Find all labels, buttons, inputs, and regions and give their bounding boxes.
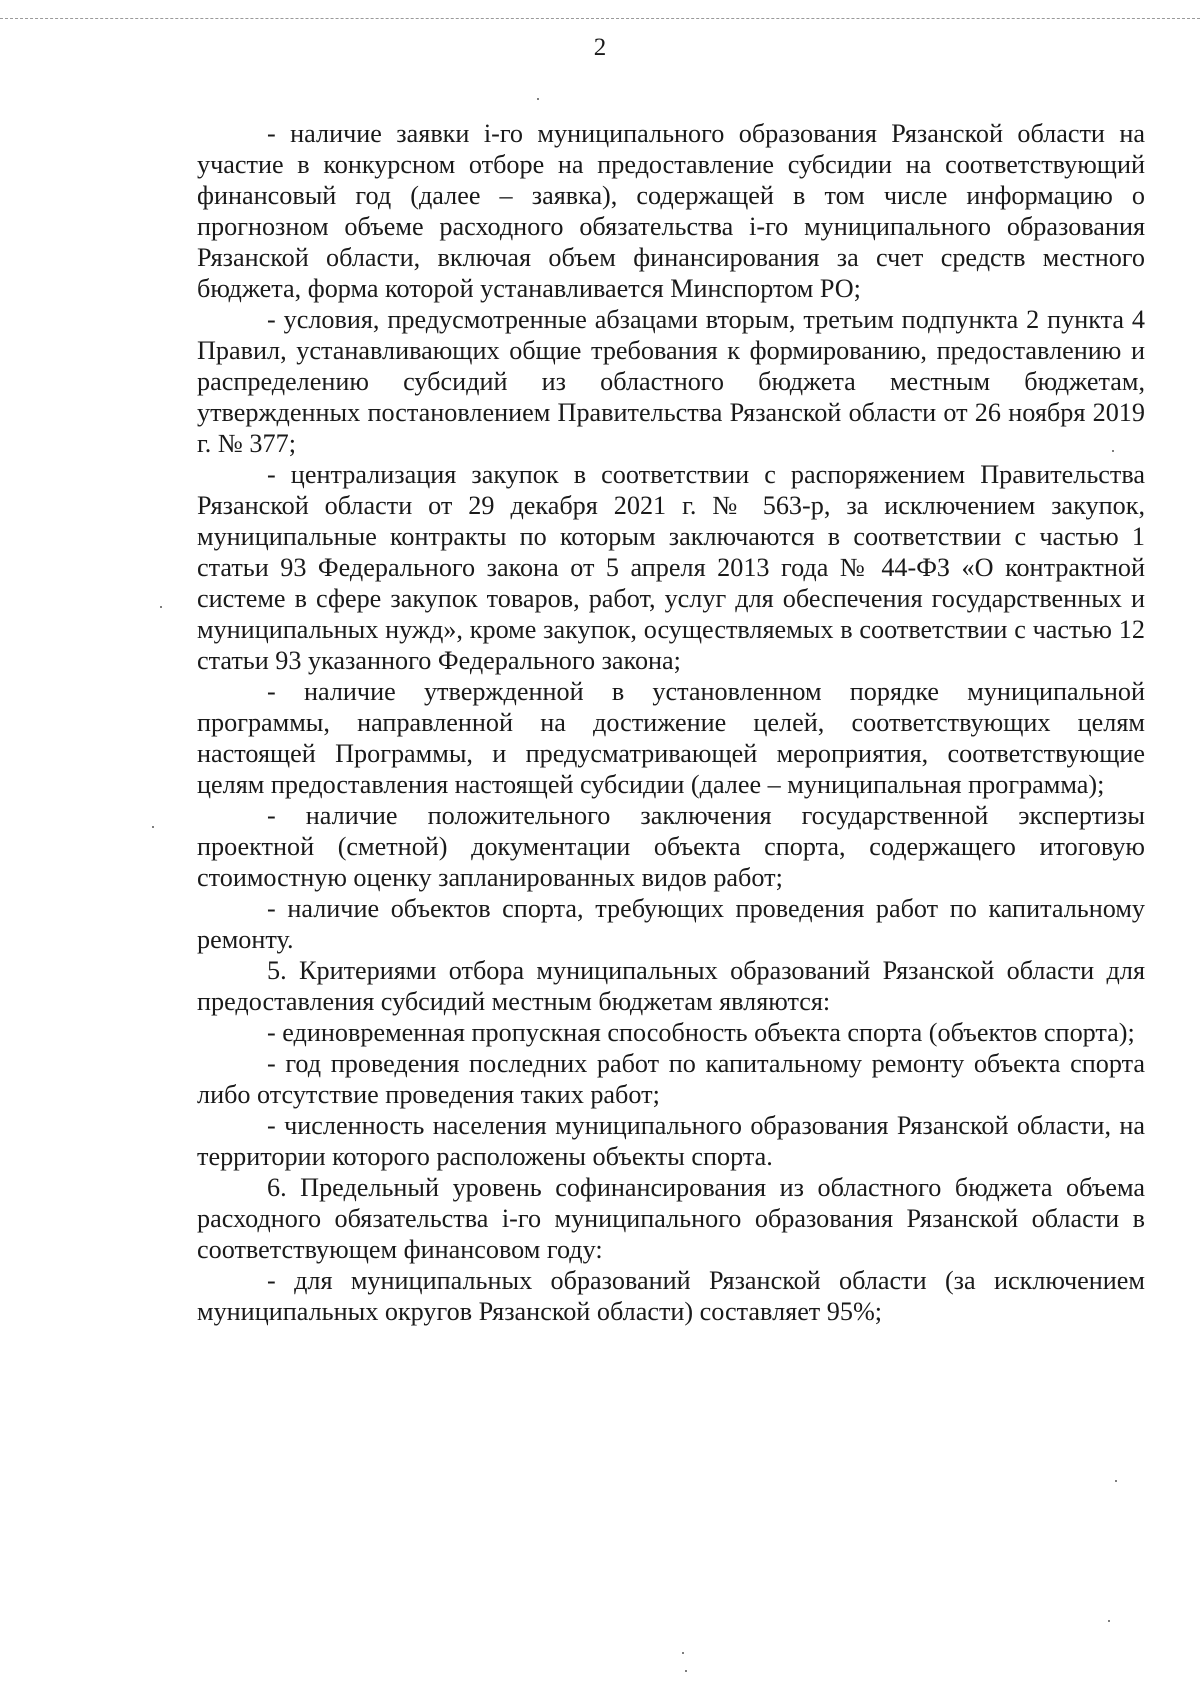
scan-speck [1115,1480,1117,1482]
paragraph-criterion-capacity: - единовременная пропускная способность объекта спорта (объектов спорта); [267,1018,1135,1047]
paragraph-criteria-heading: 5. Критериями отбора муниципальных образований Рязанской области для предоставления субсидий местным бюджетам являются: [197,956,1145,1016]
scan-speck [160,606,162,608]
scan-speck [152,826,154,828]
paragraph-municipal-program: - наличие утвержденной в установленном порядке муниципальной программы, направленной на достижение целей, соответствующих целям настоящей Программы, и предусматривающей мероприятия, соответствующие целям предоставления настоящей субсидии (далее – муниципальная программа); [197,677,1145,799]
scan-speck [1108,1620,1110,1622]
scan-speck [537,98,539,100]
paragraph-cofinancing-95: - для муниципальных образований Рязанской области (за исключением муниципальных округов Рязанской области) составляет 95%; [197,1266,1145,1326]
paragraph-cofinancing-heading: 6. Предельный уровень софинансирования из областного бюджета объема расходного обязательства i-го муниципального образования Рязанской области в соответствующем финансовом году: [197,1173,1145,1264]
scan-speck [682,1652,684,1654]
document-body [197,118,1145,1327]
scan-speck [685,1670,687,1672]
scan-top-edge [0,18,1200,19]
scan-speck [1112,450,1114,452]
paragraph-application: - наличие заявки i-го муниципального образования Рязанской области на участие в конкурсном отборе на предоставление субсидии на соответствующий финансовый год (далее – заявка), содержащей в том числе информацию о прогнозном объеме расходного обязательства i-го муниципального образования Рязанской области, включая объем финансирования за счет средств местного бюджета, форма которой устанавливается Минспортом РО; [197,119,1145,303]
page-number: 2 [593,34,607,61]
paragraph-criterion-population: - численность населения муниципального образования Рязанской области, на территории которого расположены объекты спорта. [197,1111,1145,1171]
paragraph-sport-objects: - наличие объектов спорта, требующих проведения работ по капитальному ремонту. [197,894,1145,954]
paragraph-conditions: - условия, предусмотренные абзацами вторым, третьим подпункта 2 пункта 4 Правил, устанавливающих общие требования к формированию, предоставлению и распределению субсидий из областного бюджета местным бюджетам, утвержденных постановлением Правительства Рязанской области от 26 ноября 2019 г. № 377; [197,305,1145,458]
paragraph-expertise: - наличие положительного заключения государственной экспертизы проектной (сметной) документации объекта спорта, содержащего итоговую стоимостную оценку запланированных видов работ; [197,801,1145,892]
paragraph-criterion-year: - год проведения последних работ по капитальному ремонту объекта спорта либо отсутствие проведения таких работ; [197,1049,1145,1109]
paragraph-centralization: - централизация закупок в соответствии с распоряжением Правительства Рязанской области от 29 декабря 2021 г. № 563-р, за исключением закупок, муниципальные контракты по которым заключаются в соответствии с частью 1 статьи 93 Федерального закона от 5 апреля 2013 года № 44-ФЗ «О контрактной системе в сфере закупок товаров, работ, услуг для обеспечения государственных и муниципальных нужд», кроме закупок, осуществляемых в соответствии с частью 12 статьи 93 указанного Федерального закона; [197,460,1145,675]
